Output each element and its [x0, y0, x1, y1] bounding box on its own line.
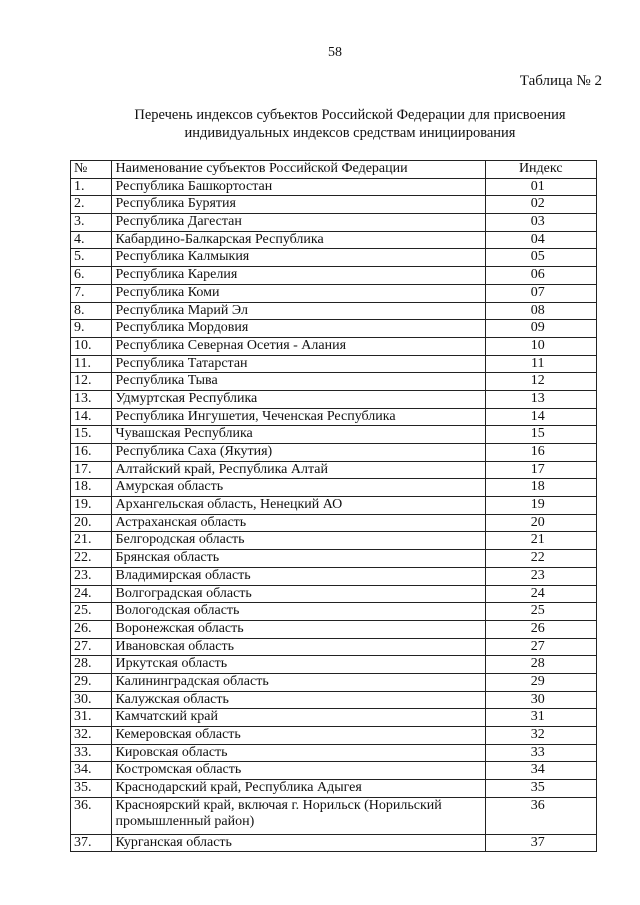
table-row: [71, 585, 597, 603]
table-row: [71, 231, 597, 249]
row-region-name: Чувашская Республика: [111, 426, 485, 444]
table-row: [71, 390, 597, 408]
row-index: 11: [485, 355, 597, 373]
row-region-name: Республика Коми: [111, 284, 485, 302]
row-number: 26.: [71, 620, 112, 638]
table-row: [71, 355, 597, 373]
row-number: 31.: [71, 709, 112, 727]
row-region-name: Кемеровская область: [111, 727, 485, 745]
row-region-name: Кабардино-Балкарская Республика: [111, 231, 485, 249]
row-region-name: Республика Дагестан: [111, 214, 485, 232]
row-index: 23: [485, 567, 597, 585]
table-row: [71, 408, 597, 426]
header-number: №: [71, 161, 112, 179]
row-index: 24: [485, 585, 597, 603]
row-number: 23.: [71, 567, 112, 585]
row-index: 33: [485, 744, 597, 762]
row-region-name: Калининградская область: [111, 673, 485, 691]
table-row: [71, 532, 597, 550]
row-number: 5.: [71, 249, 112, 267]
row-index: 14: [485, 408, 597, 426]
row-index: 01: [485, 178, 597, 196]
row-index: 09: [485, 320, 597, 338]
row-region-name: Воронежская область: [111, 620, 485, 638]
table-row: [71, 514, 597, 532]
row-region-name: Республика Татарстан: [111, 355, 485, 373]
row-number: 27.: [71, 638, 112, 656]
row-index: 29: [485, 673, 597, 691]
row-number: 8.: [71, 302, 112, 320]
table-row: [71, 780, 597, 798]
row-region-name: Астраханская область: [111, 514, 485, 532]
page-number: 58: [328, 45, 342, 60]
table-row: [71, 320, 597, 338]
row-index: 19: [485, 497, 597, 515]
table-row: [71, 620, 597, 638]
header-index: Индекс: [485, 161, 597, 179]
header-region-name: Наименование субъектов Российской Федерации: [111, 161, 485, 179]
table-row: [71, 214, 597, 232]
row-number: 32.: [71, 727, 112, 745]
table-row: [71, 762, 597, 780]
row-region-name: Республика Карелия: [111, 267, 485, 285]
table-row: [71, 302, 597, 320]
row-index: 37: [485, 834, 597, 852]
table-row: [71, 337, 597, 355]
row-index: 16: [485, 444, 597, 462]
row-number: 29.: [71, 673, 112, 691]
row-number: 13.: [71, 390, 112, 408]
row-region-name: Вологодская область: [111, 603, 485, 621]
row-index: 31: [485, 709, 597, 727]
row-number: 36.: [71, 797, 112, 834]
table-row: [71, 196, 597, 214]
row-number: 11.: [71, 355, 112, 373]
row-number: 9.: [71, 320, 112, 338]
row-region-name: Краснодарский край, Республика Адыгея: [111, 780, 485, 798]
row-number: 4.: [71, 231, 112, 249]
row-region-name: Республика Бурятия: [111, 196, 485, 214]
table-label: Таблица № 2: [519, 73, 602, 89]
row-region-name: Алтайский край, Республика Алтай: [111, 461, 485, 479]
row-index: 04: [485, 231, 597, 249]
table-row: [71, 709, 597, 727]
title-line-1: Перечень индексов субъектов Российской Федерации для присвоения: [134, 107, 566, 123]
table-row: [71, 656, 597, 674]
row-region-name: Красноярский край, включая г. Норильск (Норильский промышленный район): [111, 797, 485, 834]
row-number: 2.: [71, 196, 112, 214]
row-index: 07: [485, 284, 597, 302]
table-row: [71, 426, 597, 444]
row-region-name: Республика Саха (Якутия): [111, 444, 485, 462]
row-region-name: Архангельская область, Ненецкий АО: [111, 497, 485, 515]
row-index: 08: [485, 302, 597, 320]
row-region-name: Камчатский край: [111, 709, 485, 727]
row-region-name: Амурская область: [111, 479, 485, 497]
row-region-name: Брянская область: [111, 550, 485, 568]
row-region-name: Волгоградская область: [111, 585, 485, 603]
row-number: 6.: [71, 267, 112, 285]
row-index: 28: [485, 656, 597, 674]
row-number: 21.: [71, 532, 112, 550]
row-index: 06: [485, 267, 597, 285]
row-region-name: Республика Марий Эл: [111, 302, 485, 320]
row-region-name: Костромская область: [111, 762, 485, 780]
table-row: [71, 727, 597, 745]
row-index: 21: [485, 532, 597, 550]
row-region-name: Иркутская область: [111, 656, 485, 674]
row-region-name: Республика Мордовия: [111, 320, 485, 338]
row-number: 35.: [71, 780, 112, 798]
row-index: 18: [485, 479, 597, 497]
row-number: 25.: [71, 603, 112, 621]
row-index: 17: [485, 461, 597, 479]
row-region-name: Республика Северная Осетия - Алания: [111, 337, 485, 355]
table-row: [71, 673, 597, 691]
row-number: 17.: [71, 461, 112, 479]
row-number: 7.: [71, 284, 112, 302]
row-index: 02: [485, 196, 597, 214]
row-number: 15.: [71, 426, 112, 444]
row-index: 35: [485, 780, 597, 798]
table-row: [71, 479, 597, 497]
table-row: [71, 834, 597, 852]
table-row: [71, 691, 597, 709]
table-row: [71, 497, 597, 515]
row-number: 37.: [71, 834, 112, 852]
row-index: 30: [485, 691, 597, 709]
row-index: 27: [485, 638, 597, 656]
table-row: [71, 638, 597, 656]
row-number: 22.: [71, 550, 112, 568]
row-number: 10.: [71, 337, 112, 355]
row-region-name: Белгородская область: [111, 532, 485, 550]
row-number: 24.: [71, 585, 112, 603]
title-line-2: индивидуальных индексов средствам инициирования: [184, 125, 516, 141]
row-index: 12: [485, 373, 597, 391]
row-region-name: Республика Ингушетия, Чеченская Республика: [111, 408, 485, 426]
row-number: 33.: [71, 744, 112, 762]
row-number: 30.: [71, 691, 112, 709]
row-region-name: Удмуртская Республика: [111, 390, 485, 408]
table-row: [71, 178, 597, 196]
table-row: [71, 603, 597, 621]
table-row: [71, 550, 597, 568]
row-number: 16.: [71, 444, 112, 462]
regions-index-table: [70, 160, 597, 852]
row-number: 18.: [71, 479, 112, 497]
row-number: 20.: [71, 514, 112, 532]
row-index: 05: [485, 249, 597, 267]
row-index: 22: [485, 550, 597, 568]
row-number: 1.: [71, 178, 112, 196]
row-index: 13: [485, 390, 597, 408]
row-index: 10: [485, 337, 597, 355]
row-region-name: Калужская область: [111, 691, 485, 709]
row-index: 26: [485, 620, 597, 638]
table-row: [71, 267, 597, 285]
row-index: 34: [485, 762, 597, 780]
table-row: [71, 567, 597, 585]
table-row: [71, 744, 597, 762]
row-number: 28.: [71, 656, 112, 674]
row-region-name: Ивановская область: [111, 638, 485, 656]
table-row: [71, 284, 597, 302]
row-index: 15: [485, 426, 597, 444]
row-number: 3.: [71, 214, 112, 232]
row-number: 19.: [71, 497, 112, 515]
row-index: 32: [485, 727, 597, 745]
row-region-name: Владимирская область: [111, 567, 485, 585]
row-region-name: Республика Калмыкия: [111, 249, 485, 267]
table-header-row: [71, 161, 597, 179]
table-row: [71, 249, 597, 267]
table-row: [71, 461, 597, 479]
document-title: [100, 106, 600, 142]
row-region-name: Республика Тыва: [111, 373, 485, 391]
row-region-name: Курганская область: [111, 834, 485, 852]
table-row: [71, 373, 597, 391]
row-index: 36: [485, 797, 597, 834]
row-number: 12.: [71, 373, 112, 391]
row-region-name: Республика Башкортостан: [111, 178, 485, 196]
row-number: 34.: [71, 762, 112, 780]
table-row: [71, 444, 597, 462]
table-body: [71, 178, 597, 852]
row-index: 20: [485, 514, 597, 532]
row-index: 25: [485, 603, 597, 621]
row-index: 03: [485, 214, 597, 232]
table-row: [71, 797, 597, 834]
row-number: 14.: [71, 408, 112, 426]
row-region-name: Кировская область: [111, 744, 485, 762]
